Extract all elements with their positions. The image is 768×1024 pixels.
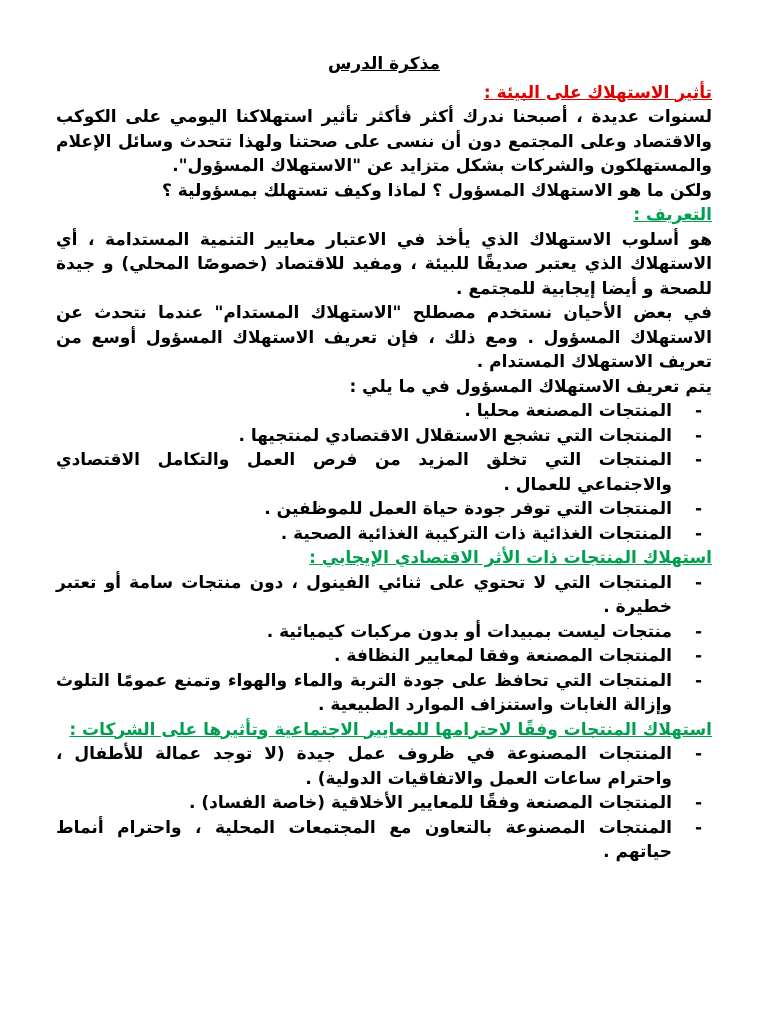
section-heading-environment: تأثير الاستهلاك على البيئة : [483, 82, 712, 103]
paragraph-definition: هو أسلوب الاستهلاك الذي يأخذ في الاعتبار معايير التنمية المستدامة ، أي الاستهلاك الذي يعتبر صديقًا للبيئة ، ومفيد للاقتصاد (خصوصًا المحلي) و جيدة للصحة و أيضا إيجابية للمجتمع . [56, 229, 712, 299]
section-heading-positive-impact: استهلاك المنتجات ذات الأثر الاقتصادي الإيجابي : [309, 548, 712, 568]
list-item: - المنتجات المصنعة وفقًا للمعايير الأخلاقية (خاصة الفساد) . [56, 791, 712, 816]
paragraph-sustainable: في بعض الأحيان نستخدم مصطلح "الاستهلاك المستدام" عندما نتحدث عن الاستهلاك المسؤول . ومع ذلك ، فإن تعريف الاستهلاك المسؤول أوسع من تعريف الاستهلاك المستدام . [56, 303, 712, 372]
page-title: مذكرة الدرس [327, 54, 441, 74]
list-item: - المنتجات الغذائية ذات التركيبة الغذائية الصحية . [56, 522, 712, 547]
list-item: - المنتجات المصنعة محليا . [56, 399, 712, 424]
paragraph-question: ولكن ما هو الاستهلاك المسؤول ؟ لماذا وكيف تستهلك بمسؤولية ؟ [161, 180, 712, 201]
list-item: - المنتجات التي تشجع الاستقلال الاقتصادي لمنتجيها . [56, 424, 712, 449]
paragraph-list-intro: يتم تعريف الاستهلاك المسؤول في ما يلي : [349, 376, 712, 397]
list-item: - منتجات ليست بمبيدات أو بدون مركبات كيميائية . [56, 620, 712, 645]
list-item: - المنتجات التي لا تحتوي على ثنائي الفينول ، دون منتجات سامة أو تعتبر خطيرة . [56, 571, 712, 620]
paragraph-intro: لسنوات عديدة ، أصبحنا ندرك أكثر فأكثر تأثير استهلاكنا اليومي على الكوكب والاقتصاد وعلى المجتمع دون أن ننسى على صحتنا ولهذا تتحدث وسائل الإعلام والمستهلكون والشركات بشكل متزايد عن "الاستهلاك المسؤول". [56, 107, 712, 176]
social-standards-list [56, 742, 712, 865]
list-item: - المنتجات التي توفر جودة حياة العمل للموظفين . [56, 497, 712, 522]
definition-list [56, 399, 712, 546]
list-item: - المنتجات المصنوعة في ظروف عمل جيدة (لا توجد عمالة للأطفال ، واحترام ساعات العمل والاتفاقيات الدولية) . [56, 742, 712, 791]
list-item: - المنتجات التي تحافظ على جودة التربة والماء والهواء وتمنع عمومًا التلوث وإزالة الغابات واستنزاف الموارد الطبيعية . [56, 669, 712, 718]
section-heading-definition: التعريف : [633, 205, 712, 225]
positive-impact-list [56, 571, 712, 718]
list-item: - المنتجات المصنوعة بالتعاون مع المجتمعات المحلية ، واحترام أنماط حياتهم . [56, 816, 712, 865]
list-item: - المنتجات المصنعة وفقا لمعايير النظافة . [56, 644, 712, 669]
document-page [56, 52, 712, 865]
list-item: - المنتجات التي تخلق المزيد من فرص العمل والتكامل الاقتصادي والاجتماعي للعمال . [56, 448, 712, 497]
section-heading-social-standards: استهلاك المنتجات وفقًا لاحترامها للمعايير الاجتماعية وتأثيرها على الشركات : [69, 719, 712, 740]
